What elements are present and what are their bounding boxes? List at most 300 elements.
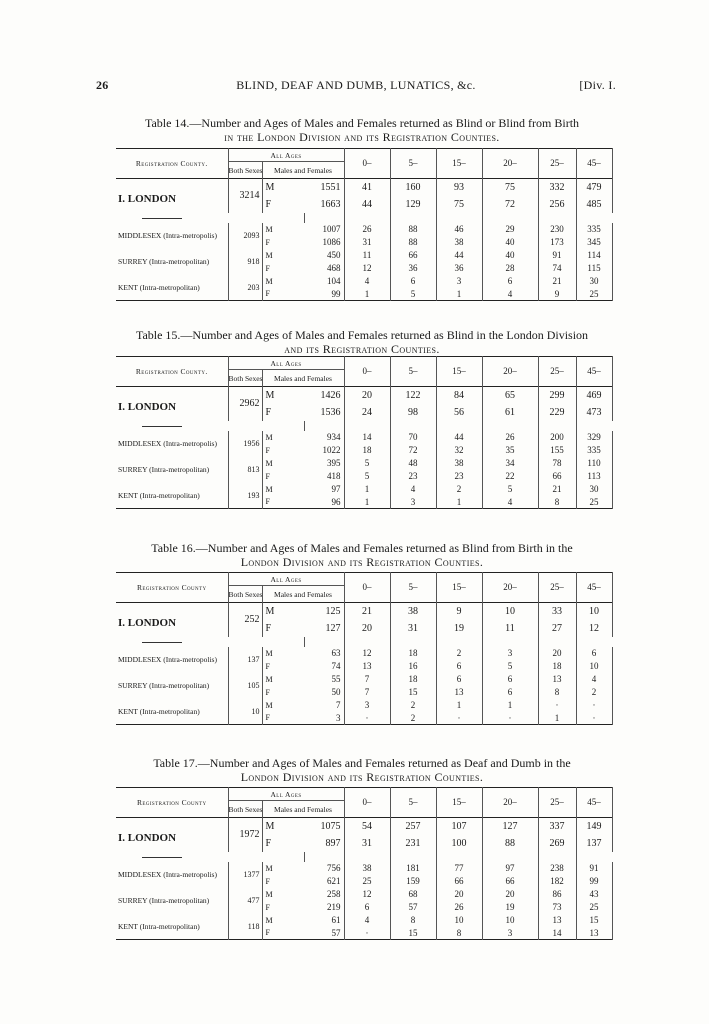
males-females-count: 55 [331, 674, 341, 684]
males-females-count: 74 [331, 661, 341, 671]
males-females-count: 97 [331, 484, 341, 494]
males-females-count: 1086 [322, 237, 341, 247]
age-group-value: 31 [344, 835, 390, 852]
males-females-count: 1075 [320, 820, 341, 832]
sex-label: F [262, 712, 304, 725]
sex-label: M [262, 387, 304, 404]
age-group-value: 5 [482, 483, 538, 496]
age-group-value: 22 [482, 470, 538, 483]
age-group-value: 160 [390, 179, 436, 196]
column-header-age: 25– [538, 149, 576, 179]
table-row [116, 699, 612, 712]
males-females-count: 468 [327, 263, 341, 273]
age-group-value: 30 [576, 483, 612, 496]
age-group-value: 5 [390, 288, 436, 301]
table-caption [112, 541, 612, 569]
age-group-value: 48 [390, 457, 436, 470]
age-group-value: 66 [390, 249, 436, 262]
age-group-value: 10 [576, 603, 612, 620]
age-group-value: 40 [482, 249, 538, 262]
age-group-value: 6 [482, 673, 538, 686]
sex-label: F [262, 470, 304, 483]
age-group-value: 113 [576, 470, 612, 483]
both-sexes-total: 1377 [228, 862, 262, 888]
age-group-value: 19 [482, 901, 538, 914]
page-header [96, 78, 616, 94]
column-header-age: 20– [482, 788, 538, 818]
table-row [116, 223, 612, 236]
age-group-value: 2 [390, 699, 436, 712]
age-group-value: 13 [344, 660, 390, 673]
age-group-value: 57 [390, 901, 436, 914]
age-group-value: 6 [482, 275, 538, 288]
age-group-value: 149 [576, 818, 612, 835]
column-header-males-females: Males and Females [262, 370, 344, 387]
caption-line: and its Registration Counties. [284, 342, 440, 356]
age-group-value: 56 [436, 404, 482, 421]
data-table [116, 356, 612, 509]
row-separator [116, 421, 612, 431]
sex-label: F [262, 901, 304, 914]
column-header-age: 20– [482, 149, 538, 179]
age-group-value: 34 [482, 457, 538, 470]
males-females-count: 63 [331, 648, 341, 658]
sex-label: M [262, 647, 304, 660]
age-group-value: 13 [436, 686, 482, 699]
sex-label: M [262, 275, 304, 288]
age-group-value: 46 [436, 223, 482, 236]
table-row [116, 275, 612, 288]
age-group-value: 335 [576, 223, 612, 236]
column-header-age: 45– [576, 149, 612, 179]
county-name: I. LONDON [118, 400, 177, 413]
age-group-value: 2 [436, 483, 482, 496]
males-females-count: 258 [327, 889, 341, 899]
age-group-value: 2 [436, 647, 482, 660]
column-header-age: 25– [538, 573, 576, 603]
age-group-value: 20 [436, 888, 482, 901]
age-group-value: 18 [390, 673, 436, 686]
age-group-value: · [482, 712, 538, 725]
age-group-value: 5 [344, 457, 390, 470]
caption-line: London Division and its Registration Counties. [240, 555, 484, 569]
age-group-value: 16 [390, 660, 436, 673]
both-sexes-total: 203 [228, 275, 262, 301]
table-caption [112, 116, 612, 144]
age-group-value: 12 [344, 647, 390, 660]
table-row [116, 179, 612, 196]
age-group-value: 173 [538, 236, 576, 249]
age-group-value: 25 [344, 875, 390, 888]
county-name: SURREY (Intra-metropolitan) [118, 465, 210, 474]
sex-label: F [262, 196, 304, 213]
age-group-value: 21 [538, 275, 576, 288]
males-females-count: 57 [331, 927, 341, 938]
age-group-value: 44 [436, 249, 482, 262]
age-group-value: 54 [344, 818, 390, 835]
age-group-value: 13 [576, 927, 612, 940]
age-group-value: 329 [576, 431, 612, 444]
males-females-count: 418 [327, 471, 341, 481]
age-group-value: 8 [390, 914, 436, 927]
age-group-value: 78 [538, 457, 576, 470]
age-group-value: 38 [436, 457, 482, 470]
county-name: KENT (Intra-metropolitan) [118, 490, 200, 500]
sex-label: F [262, 496, 304, 509]
caption-line: Table 17.—Number and Ages of Males and Females returned as Deaf and Dumb in the [153, 756, 571, 770]
age-group-value: 75 [436, 196, 482, 213]
age-group-value: 26 [482, 431, 538, 444]
sex-label: F [262, 620, 304, 637]
age-group-value: 74 [538, 262, 576, 275]
column-header-county: Registration County [137, 583, 207, 592]
age-group-value: 20 [344, 620, 390, 637]
age-group-value: 86 [538, 888, 576, 901]
age-group-value: 21 [344, 603, 390, 620]
county-name: I. LONDON [118, 192, 177, 205]
age-group-value: 38 [390, 603, 436, 620]
column-header-all-ages: All Ages [228, 357, 344, 370]
age-group-value: 26 [436, 901, 482, 914]
table-caption [112, 756, 612, 784]
age-group-value: 11 [344, 249, 390, 262]
age-group-value: 4 [344, 275, 390, 288]
age-group-value: 115 [576, 262, 612, 275]
age-group-value: 98 [390, 404, 436, 421]
column-header-age: 45– [576, 357, 612, 387]
age-group-value: 337 [538, 818, 576, 835]
age-group-value: 36 [436, 262, 482, 275]
column-header-males-females: Males and Females [262, 801, 344, 818]
age-group-value: 257 [390, 818, 436, 835]
age-group-value: 84 [436, 387, 482, 404]
column-header-age: 15– [436, 788, 482, 818]
males-females-count: 7 [336, 700, 341, 710]
males-females-count: 219 [327, 902, 341, 912]
age-group-value: 68 [390, 888, 436, 901]
age-group-value: 20 [482, 888, 538, 901]
column-header-age: 25– [538, 357, 576, 387]
age-group-value: 15 [576, 914, 612, 927]
sex-label: M [262, 457, 304, 470]
age-group-value: 18 [344, 444, 390, 457]
column-header-males-females: Males and Females [262, 586, 344, 603]
age-group-value: 6 [344, 901, 390, 914]
column-header-all-ages: All Ages [228, 149, 344, 162]
sex-label: M [262, 483, 304, 496]
age-group-value: · [576, 699, 612, 712]
caption-line: Table 14.—Number and Ages of Males and Females returned as Blind or Blind from Birth [144, 116, 580, 130]
sex-label: F [262, 404, 304, 421]
age-group-value: 469 [576, 387, 612, 404]
age-group-value: 3 [482, 647, 538, 660]
age-group-value: 110 [576, 457, 612, 470]
both-sexes-total: 1956 [228, 431, 262, 457]
column-header-age: 5– [390, 149, 436, 179]
column-header-county: Registration County. [135, 367, 208, 376]
sex-label: F [262, 927, 304, 940]
table-row [116, 387, 612, 404]
males-females-count: 1536 [320, 406, 341, 418]
age-group-value: 2 [576, 686, 612, 699]
age-group-value: 345 [576, 236, 612, 249]
age-group-value: 5 [482, 660, 538, 673]
age-group-value: 6 [576, 647, 612, 660]
data-table [116, 148, 612, 301]
age-group-value: 44 [344, 196, 390, 213]
age-group-value: 127 [482, 818, 538, 835]
age-group-value: 107 [436, 818, 482, 835]
age-group-value: 473 [576, 404, 612, 421]
sex-label: M [262, 862, 304, 875]
both-sexes-total: 813 [228, 457, 262, 483]
column-header-age: 20– [482, 357, 538, 387]
column-header-age: 0– [344, 357, 390, 387]
age-group-value: 31 [344, 236, 390, 249]
age-group-value: 26 [344, 223, 390, 236]
age-group-value: 23 [390, 470, 436, 483]
age-group-value: 65 [482, 387, 538, 404]
county-name: SURREY (Intra-metropolitan) [118, 896, 210, 905]
males-females-count: 934 [327, 432, 341, 442]
table-row [116, 603, 612, 620]
column-header-age: 0– [344, 149, 390, 179]
age-group-value: 269 [538, 835, 576, 852]
males-females-count: 3 [336, 712, 341, 723]
age-group-value: 8 [538, 496, 576, 509]
row-separator [116, 852, 612, 862]
both-sexes-total: 118 [228, 914, 262, 940]
males-females-count: 1022 [322, 445, 341, 455]
age-group-value: 91 [538, 249, 576, 262]
table-row [116, 457, 612, 470]
county-name: SURREY (Intra-metropolitan) [118, 681, 210, 690]
age-group-value: 7 [344, 686, 390, 699]
age-group-value: 1 [344, 483, 390, 496]
age-group-value: 27 [538, 620, 576, 637]
males-females-count: 1551 [320, 181, 341, 193]
age-group-value: 1 [344, 288, 390, 301]
age-group-value: 3 [436, 275, 482, 288]
table-row [116, 249, 612, 262]
age-group-value: 12 [344, 262, 390, 275]
age-group-value: 35 [482, 444, 538, 457]
age-group-value: 182 [538, 875, 576, 888]
age-group-value: 155 [538, 444, 576, 457]
column-header-county: Registration County. [135, 159, 208, 168]
age-group-value: 31 [390, 620, 436, 637]
age-group-value: 238 [538, 862, 576, 875]
age-group-value: 122 [390, 387, 436, 404]
age-group-value: 6 [390, 275, 436, 288]
age-group-value: 28 [482, 262, 538, 275]
caption-line: London Division and its Registration Counties. [240, 770, 484, 784]
age-group-value: 335 [576, 444, 612, 457]
males-females-count: 104 [327, 276, 341, 286]
age-group-value: 25 [576, 901, 612, 914]
age-group-value: 8 [538, 686, 576, 699]
county-name: I. LONDON [118, 831, 177, 844]
sex-label: M [262, 431, 304, 444]
age-group-value: 6 [436, 660, 482, 673]
table-row [116, 647, 612, 660]
age-group-value: 75 [482, 179, 538, 196]
age-group-value: 18 [390, 647, 436, 660]
age-group-value: 72 [390, 444, 436, 457]
age-group-value: 40 [482, 236, 538, 249]
age-group-value: 21 [538, 483, 576, 496]
sex-label: F [262, 660, 304, 673]
running-title: BLIND, DEAF AND DUMB, LUNATICS, &c. [236, 78, 476, 92]
age-group-value: 1 [538, 712, 576, 725]
age-group-value: 38 [344, 862, 390, 875]
county-name: KENT (Intra-metropolitan) [118, 282, 200, 292]
age-group-value: 137 [576, 835, 612, 852]
age-group-value: 231 [390, 835, 436, 852]
table-row [116, 818, 612, 835]
males-females-count: 127 [325, 622, 341, 634]
age-group-value: 229 [538, 404, 576, 421]
both-sexes-total: 193 [228, 483, 262, 509]
table-row [116, 914, 612, 927]
both-sexes-total: 2093 [228, 223, 262, 249]
age-group-value: · [576, 712, 612, 725]
age-group-value: 3 [390, 496, 436, 509]
age-group-value: 99 [576, 875, 612, 888]
age-group-value: 7 [344, 673, 390, 686]
age-group-value: 41 [344, 179, 390, 196]
age-group-value: 19 [436, 620, 482, 637]
table-row [116, 862, 612, 875]
sex-label: M [262, 888, 304, 901]
age-group-value: 10 [482, 603, 538, 620]
column-header-age: 15– [436, 573, 482, 603]
sex-label: M [262, 673, 304, 686]
age-group-value: 88 [390, 223, 436, 236]
age-group-value: 129 [390, 196, 436, 213]
age-group-value: 33 [538, 603, 576, 620]
both-sexes-total: 10 [228, 699, 262, 725]
age-group-value: 2 [390, 712, 436, 725]
column-header-both-sexes: Both Sexes [228, 162, 262, 179]
age-group-value: 72 [482, 196, 538, 213]
both-sexes-total: 1972 [228, 818, 262, 852]
sex-label: F [262, 236, 304, 249]
age-group-value: 43 [576, 888, 612, 901]
age-group-value: 1 [436, 699, 482, 712]
caption-line: Table 16.—Number and Ages of Males and Females returned as Blind from Birth in the [151, 541, 573, 555]
age-group-value: 6 [436, 673, 482, 686]
age-group-value: 29 [482, 223, 538, 236]
age-group-value: 30 [576, 275, 612, 288]
data-table [116, 572, 612, 725]
age-group-value: 4 [390, 483, 436, 496]
caption-line: in the London Division and its Registration Counties. [224, 130, 500, 144]
county-name: MIDDLESEX (Intra-metropolis) [118, 439, 217, 448]
sex-label: F [262, 262, 304, 275]
age-group-value: 485 [576, 196, 612, 213]
age-group-value: 44 [436, 431, 482, 444]
column-header-age: 0– [344, 788, 390, 818]
males-females-count: 621 [327, 876, 341, 886]
age-group-value: 4 [482, 288, 538, 301]
column-header-age: 5– [390, 573, 436, 603]
column-header-age: 15– [436, 357, 482, 387]
males-females-count: 1007 [322, 224, 341, 234]
county-name: I. LONDON [118, 616, 177, 629]
column-header-age: 25– [538, 788, 576, 818]
table-row [116, 888, 612, 901]
age-group-value: 88 [390, 236, 436, 249]
column-header-age: 15– [436, 149, 482, 179]
age-group-value: 12 [576, 620, 612, 637]
age-group-value: 13 [538, 673, 576, 686]
age-group-value: 66 [538, 470, 576, 483]
sex-label: F [262, 444, 304, 457]
county-name: MIDDLESEX (Intra-metropolis) [118, 231, 217, 240]
data-table [116, 787, 612, 940]
age-group-value: 100 [436, 835, 482, 852]
males-females-count: 96 [331, 496, 341, 507]
column-header-age: 45– [576, 573, 612, 603]
row-separator [116, 637, 612, 647]
age-group-value: 13 [538, 914, 576, 927]
sex-label: M [262, 603, 304, 620]
column-header-age: 5– [390, 788, 436, 818]
age-group-value: 9 [538, 288, 576, 301]
sex-label: M [262, 223, 304, 236]
age-group-value: 32 [436, 444, 482, 457]
age-group-value: · [538, 699, 576, 712]
males-females-count: 99 [331, 288, 341, 299]
column-header-age: 45– [576, 788, 612, 818]
column-header-age: 20– [482, 573, 538, 603]
males-females-count: 1663 [320, 198, 341, 210]
column-header-both-sexes: Both Sexes [228, 801, 262, 818]
age-group-value: 230 [538, 223, 576, 236]
sex-label: M [262, 249, 304, 262]
age-group-value: 4 [482, 496, 538, 509]
age-group-value: · [436, 712, 482, 725]
males-females-count: 450 [327, 250, 341, 260]
both-sexes-total: 477 [228, 888, 262, 914]
age-group-value: 114 [576, 249, 612, 262]
age-group-value: 299 [538, 387, 576, 404]
column-header-both-sexes: Both Sexes [228, 370, 262, 387]
age-group-value: 332 [538, 179, 576, 196]
county-name: SURREY (Intra-metropolitan) [118, 257, 210, 266]
age-group-value: 8 [436, 927, 482, 940]
age-group-value: 10 [576, 660, 612, 673]
age-group-value: 91 [576, 862, 612, 875]
age-group-value: 20 [538, 647, 576, 660]
table-caption [112, 328, 612, 356]
age-group-value: 25 [576, 288, 612, 301]
age-group-value: 200 [538, 431, 576, 444]
age-group-value: · [344, 712, 390, 725]
age-group-value: 1 [436, 288, 482, 301]
sex-label: M [262, 699, 304, 712]
sex-label: F [262, 288, 304, 301]
page-number: 26 [96, 78, 109, 92]
males-females-count: 897 [325, 837, 341, 849]
caption-line: Table 15.—Number and Ages of Males and Females returned as Blind in the London Division [135, 328, 589, 342]
column-header-all-ages: All Ages [228, 788, 344, 801]
age-group-value: 18 [538, 660, 576, 673]
age-group-value: 97 [482, 862, 538, 875]
age-group-value: 24 [344, 404, 390, 421]
sex-label: F [262, 835, 304, 852]
